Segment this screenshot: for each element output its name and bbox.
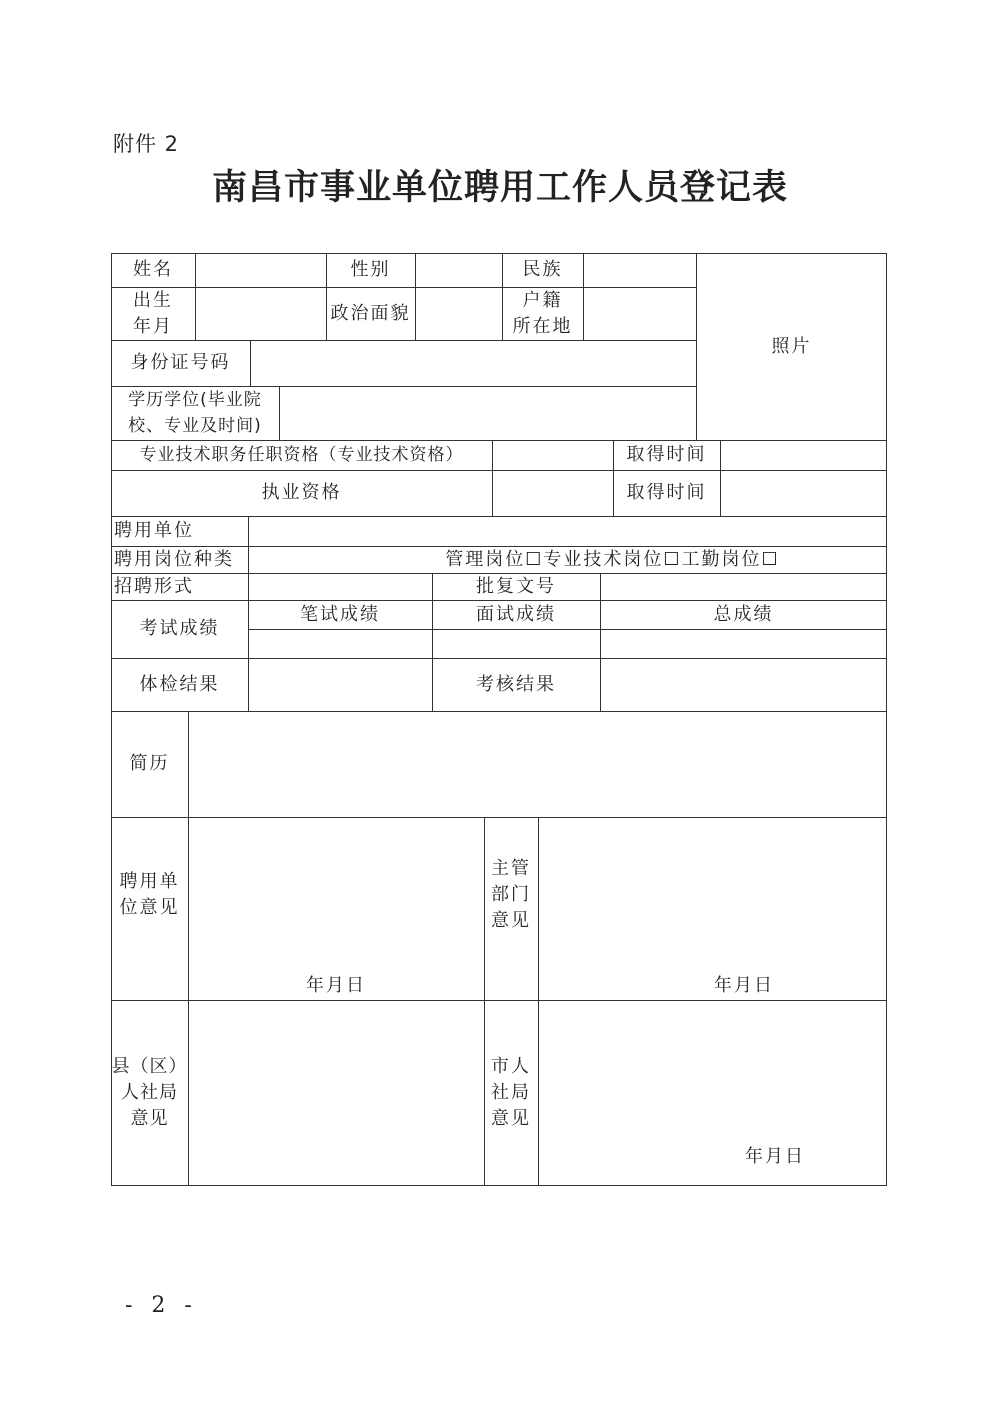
attachment-label: 附件 2	[113, 132, 180, 156]
obtain-time-field-2[interactable]	[722, 472, 886, 515]
name-field[interactable]	[197, 255, 325, 286]
label-tech-qualification: 专业技术职务任职资格（专业技术资格）	[139, 445, 464, 465]
birth-field[interactable]	[197, 289, 325, 339]
label-id-number: 身份证号码	[130, 352, 231, 373]
label-birth: 出生 年月	[133, 289, 173, 337]
label-exam-score: 考试成绩	[139, 618, 220, 639]
post-type-options[interactable]: 管理岗位☐专业技术岗位☐工勤岗位☐	[445, 548, 780, 570]
city-opinion-field[interactable]	[540, 1002, 886, 1184]
label-political: 政治面貌	[330, 302, 411, 324]
label-resume: 简历	[129, 753, 170, 774]
label-employer: 聘用单位	[114, 520, 194, 541]
assessment-result-field[interactable]	[602, 660, 886, 710]
label-gender: 性别	[350, 259, 391, 280]
resume-field[interactable]	[190, 713, 886, 816]
gender-field[interactable]	[417, 255, 501, 286]
county-opinion-field[interactable]	[190, 1002, 483, 1184]
employer-opinion-date: 年月日	[306, 975, 366, 996]
city-opinion-date: 年月日	[745, 1146, 805, 1167]
label-education: 学历学位(毕业院 校、专业及时间)	[128, 390, 262, 436]
label-photo: 照片	[771, 335, 812, 357]
label-approval-no: 批复文号	[476, 575, 556, 597]
label-post-type: 聘用岗位种类	[114, 548, 234, 570]
employer-opinion-field[interactable]	[190, 819, 483, 999]
id-number-field[interactable]	[252, 342, 695, 385]
label-medical-result: 体检结果	[139, 673, 220, 695]
medical-result-field[interactable]	[250, 660, 431, 710]
label-written-score: 笔试成绩	[300, 603, 380, 625]
recruit-form-field[interactable]	[250, 575, 431, 599]
label-city-opinion: 市人 社局 意见	[491, 1056, 531, 1129]
label-name: 姓名	[133, 259, 173, 280]
label-hukou: 户籍 所在地	[512, 289, 573, 337]
label-employer-opinion: 聘用单 位意见	[119, 870, 180, 918]
education-field[interactable]	[281, 388, 695, 439]
interview-score-field[interactable]	[434, 631, 599, 657]
political-field[interactable]	[417, 289, 501, 339]
page-number: - 2 -	[125, 1293, 198, 1318]
label-total-score: 总成绩	[713, 603, 774, 625]
written-score-field[interactable]	[250, 631, 431, 657]
approval-no-field[interactable]	[602, 575, 886, 599]
practice-qualification-field[interactable]	[494, 472, 612, 515]
ethnicity-field[interactable]	[585, 255, 695, 286]
form-title: 南昌市事业单位聘用工作人员登记表	[211, 167, 788, 208]
dept-opinion-date: 年月日	[714, 975, 774, 996]
label-dept-opinion: 主管 部门 意见	[491, 857, 531, 931]
label-practice-qualification: 执业资格	[261, 482, 342, 503]
employer-field[interactable]	[250, 518, 886, 545]
registration-form	[111, 253, 887, 1186]
dept-opinion-field[interactable]	[540, 819, 886, 999]
label-ethnicity: 民族	[522, 259, 563, 280]
hukou-field[interactable]	[585, 289, 695, 339]
label-obtain-time-2: 取得时间	[626, 482, 707, 503]
total-score-field[interactable]	[602, 631, 886, 657]
label-interview-score: 面试成绩	[476, 603, 556, 625]
label-county-opinion: 县（区） 人社局 意见	[111, 1056, 188, 1129]
label-recruit-form: 招聘形式	[114, 575, 194, 597]
label-assessment-result: 考核结果	[476, 673, 556, 695]
label-obtain-time-1: 取得时间	[626, 444, 707, 465]
obtain-time-field-1[interactable]	[722, 442, 886, 469]
tech-qualification-field[interactable]	[494, 442, 612, 469]
